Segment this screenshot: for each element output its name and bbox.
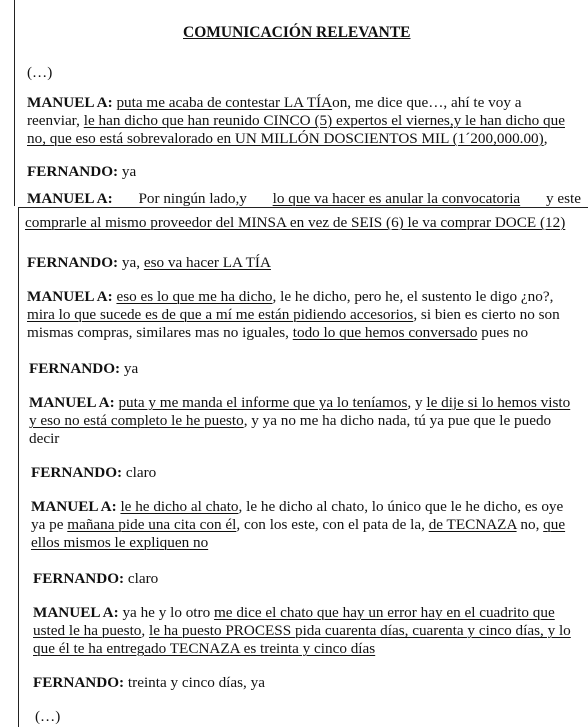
text: ya — [123, 360, 139, 377]
underlined-text: ellos mismos le expliquen no — [31, 534, 209, 551]
underlined-text: le he dicho al chato — [120, 498, 239, 515]
underlined-text: mira lo que sucede es de que a mí me están pidiendo accesorios — [27, 306, 414, 323]
text: ya he y lo otro — [122, 604, 211, 621]
underlined-text: y eso no está completo le he puesto — [29, 412, 244, 429]
ellipsis-open: (…) — [27, 64, 53, 81]
underlined-text: mañana pide una cita con él — [67, 516, 237, 533]
text: decir — [29, 430, 60, 447]
dialogue-line — [33, 570, 158, 588]
text: no, — [520, 516, 540, 533]
text: , si bien es cierto no son — [413, 306, 560, 323]
dialogue-line — [27, 306, 560, 324]
speaker-label: FERNANDO: — [27, 163, 119, 180]
text: Por ningún lado,y — [138, 190, 247, 207]
speaker-label: FERNANDO: — [33, 674, 125, 691]
text: , con los este, con el pata de la, — [236, 516, 425, 533]
dialogue-line — [27, 130, 548, 148]
underlined-text: eso es lo que me ha dicho — [116, 288, 273, 305]
dialogue-line — [31, 498, 563, 516]
ellipsis-close: (…) — [35, 708, 61, 725]
document-title: COMUNICACIÓN RELEVANTE — [183, 24, 411, 41]
dialogue-line — [29, 360, 138, 378]
dialogue-line — [27, 324, 528, 342]
dialogue-line — [31, 464, 156, 482]
text: treinta y cinco días, ya — [127, 674, 265, 691]
text: , — [141, 622, 146, 639]
underlined-text: que él te ha entregado TECNAZA es treinta y cinco días — [33, 640, 376, 657]
speaker-label: MANUEL A: — [29, 394, 115, 411]
speaker-label: FERNANDO: — [27, 254, 119, 271]
text: , y — [407, 394, 423, 411]
dialogue-line — [33, 674, 265, 692]
underlined-text: lo que va hacer es anular la convocatoria — [272, 190, 521, 207]
text: mismas compras, similares mas no iguales, — [27, 324, 289, 341]
speaker-label: MANUEL A: — [27, 190, 113, 207]
speaker-label: FERNANDO: — [29, 360, 121, 377]
underlined-text: me dice el chato que hay un error hay en el cuadrito que — [213, 604, 555, 621]
text: , — [543, 130, 548, 147]
underlined-text: de TECNAZA — [428, 516, 517, 533]
underlined-text: eso va hacer LA TÍA — [143, 254, 271, 271]
underlined-text: usted le ha puesto — [33, 622, 142, 639]
underlined-text: puta me acaba de contestar LA TÍA — [116, 94, 333, 111]
document-fragment-bottom — [18, 207, 588, 727]
underlined-text: comprarle al mismo proveedor del MINSA en vez de SEIS (6) le va comprar DOCE (12) — [25, 214, 566, 231]
speaker-label: FERNANDO: — [33, 570, 125, 587]
dialogue-line — [27, 94, 581, 112]
underlined-text: todo lo que hemos conversado — [292, 324, 478, 341]
dialogue-line — [33, 622, 571, 640]
dialogue-line — [27, 288, 553, 306]
speaker-label: MANUEL A: — [27, 94, 113, 111]
dialogue-line — [27, 190, 581, 208]
dialogue-line — [29, 430, 59, 448]
document-fragment-top — [14, 0, 588, 206]
speaker-label: FERNANDO: — [31, 464, 123, 481]
text: ya, — [121, 254, 141, 271]
text: claro — [125, 464, 157, 481]
text: pues no — [481, 324, 529, 341]
text: reenviar, — [27, 112, 80, 129]
underlined-text: que — [543, 516, 566, 533]
dialogue-line — [33, 604, 555, 622]
speaker-label: MANUEL A: — [31, 498, 117, 515]
text: , y ya no me ha dicho nada, tú ya pue que le puedo — [243, 412, 552, 429]
text: , le he dicho al chato, lo único que le he dicho, es oye — [238, 498, 564, 515]
dialogue-line — [27, 163, 136, 181]
underlined-text: le ha puesto PROCESS pida cuarenta días, cuarenta y cinco días, y lo — [149, 622, 571, 639]
dialogue-line — [31, 516, 565, 534]
dialogue-line — [27, 254, 271, 272]
dialogue-line — [29, 394, 570, 412]
text: ya — [121, 163, 137, 180]
underlined-text: no, que eso está sobrevalorado en UN MILLÓN DOSCIENTOS MIL (1´200,000.00) — [27, 130, 544, 147]
dialogue-line — [29, 412, 551, 430]
text: on, me dice que…, ahí te voy a — [332, 94, 522, 111]
text: y este — [545, 190, 581, 207]
underlined-text: puta y me manda el informe que ya lo teníamos — [118, 394, 408, 411]
underlined-text: le dije si lo hemos visto — [426, 394, 571, 411]
speaker-label: MANUEL A: — [33, 604, 119, 621]
text: ya pe — [31, 516, 64, 533]
text: claro — [127, 570, 159, 587]
text: , le he dicho, pero he, el sustento le digo ¿no?, — [272, 288, 554, 305]
dialogue-line — [27, 112, 565, 130]
underlined-text: le han dicho que han reunido CINCO (5) expertos el viernes,y le han dicho que — [83, 112, 565, 129]
speaker-label: MANUEL A: — [27, 288, 113, 305]
